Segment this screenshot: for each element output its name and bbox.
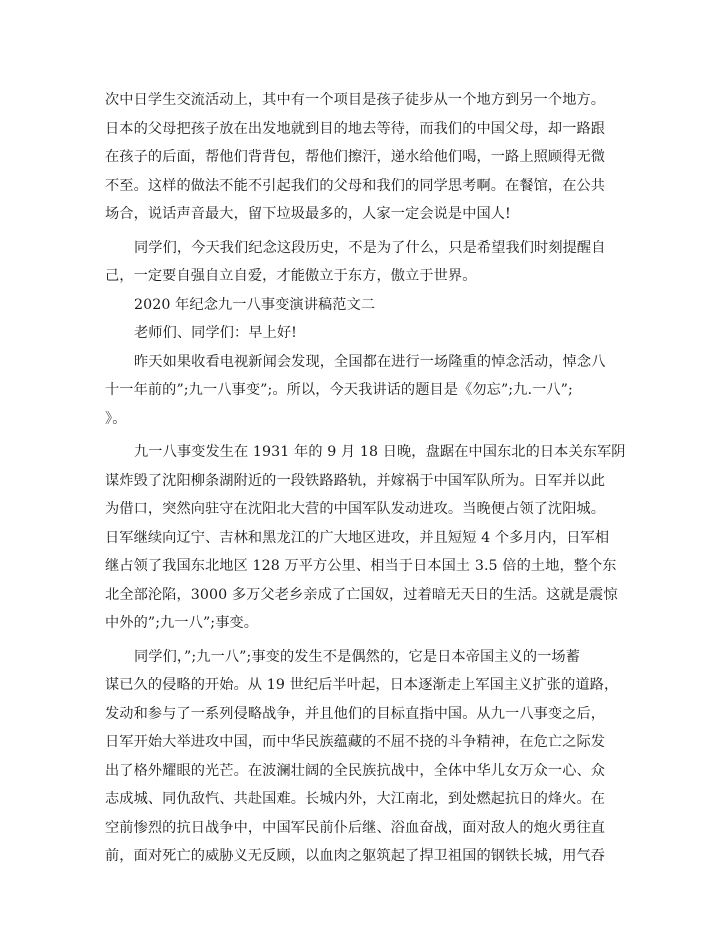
text-line: 日军开始大举进攻中国，而中华民族蕴藏的不屈不挠的斗争精神，在危亡之际发 [105, 734, 606, 750]
text-line: 北全部沦陷，3000 多万父老乡亲成了亡国奴，过着暗无天日的生活。这就是震惊 [105, 586, 618, 603]
text-line: 志成城、同仇敌忾、共赴国难。长城内外，大江南北，到处燃起抗日的烽火。在 [105, 791, 606, 807]
text-line: 己，一定要自强自立自爱，才能傲立于东方，傲立于世界。 [105, 268, 477, 284]
text-line: 九一八事变发生在 1931 年的 9 月 18 日晚，盘踞在中国东北的日本关东军阴 [134, 444, 626, 460]
section-title: 2020 年纪念九一八事变演讲稿范文二 [134, 296, 376, 313]
document-body [105, 86, 626, 871]
text-line: 不至。这样的做法不能不引起我们的父母和我们的同学思考啊。在餐馆，在公共 [105, 177, 606, 194]
text-line: 前，面对死亡的威胁义无反顾，以血肉之躯筑起了捍卫祖国的钢铁长城，用气吞 [105, 848, 606, 864]
text-line: 日军继续向辽宁、吉林和黑龙江的广大地区进攻，并且短短 4 个多月内，日军相 [105, 529, 610, 546]
text-line: 继占领了我国东北地区 128 万平方公里、相当于日本国土 3.5 倍的土地，整个东 [105, 558, 617, 574]
text-line: 出了格外耀眼的光芒。在波澜壮阔的全民族抗战中，全体中华儿女万众一心、众 [105, 762, 606, 779]
text-line: 谋炸毁了沈阳柳条湖附近的一段铁路路轨，并嫁祸于中国军队所为。日军并以此 [105, 472, 606, 489]
text-line: 日本的父母把孩子放在出发地就到目的地去等待，而我们的中国父母，却一路跟 [105, 120, 606, 137]
text-line: 十一年前的”;九一八事变”;。所以，今天我讲话的题目是《勿忘”;九.一八”; [105, 382, 573, 398]
text-line: 空前惨烈的抗日战争中，中国军民前仆后继、浴血奋战，面对敌人的炮火勇往直 [105, 819, 606, 836]
text-line: 同学们，”;九一八”;事变的发生不是偶然的，它是日本帝国主义的一场蓄 [134, 648, 580, 665]
text-line: 昨天如果收看电视新闻会发现，全国都在进行一场隆重的悼念活动，悼念八 [134, 353, 606, 370]
text-line: 中外的”;九一八”;事变。 [105, 615, 259, 631]
text-line: 为借口，突然向驻守在沈阳北大营的中国军队发动进攻。当晚便占领了沈阳城。 [105, 501, 606, 517]
text-line: 》。 [105, 410, 127, 427]
text-line: 次中日学生交流活动上，其中有一个项目是孩子徒步从一个地方到另一个地方。 [105, 92, 606, 108]
text-line: 同学们，今天我们纪念这段历史，不是为了什么，只是希望我们时刻提醒自 [134, 239, 606, 256]
text-line: 谋已久的侵略的开始。从 19 世纪后半叶起，日本逐渐走上军国主义扩张的道路， [105, 677, 619, 693]
text-line: 发动和参与了一系列侵略战争，并且他们的目标直指中国。从九一八事变之后， [105, 705, 606, 722]
greeting-line: 老师们、同学们：早上好! [134, 325, 297, 341]
text-line: 在孩子的后面，帮他们背背包，帮他们擦汗，递水给他们喝，一路上照顾得无微 [105, 149, 606, 165]
text-line: 场合，说话声音最大，留下垃圾最多的，人家一定会说是中国人! [105, 206, 511, 222]
